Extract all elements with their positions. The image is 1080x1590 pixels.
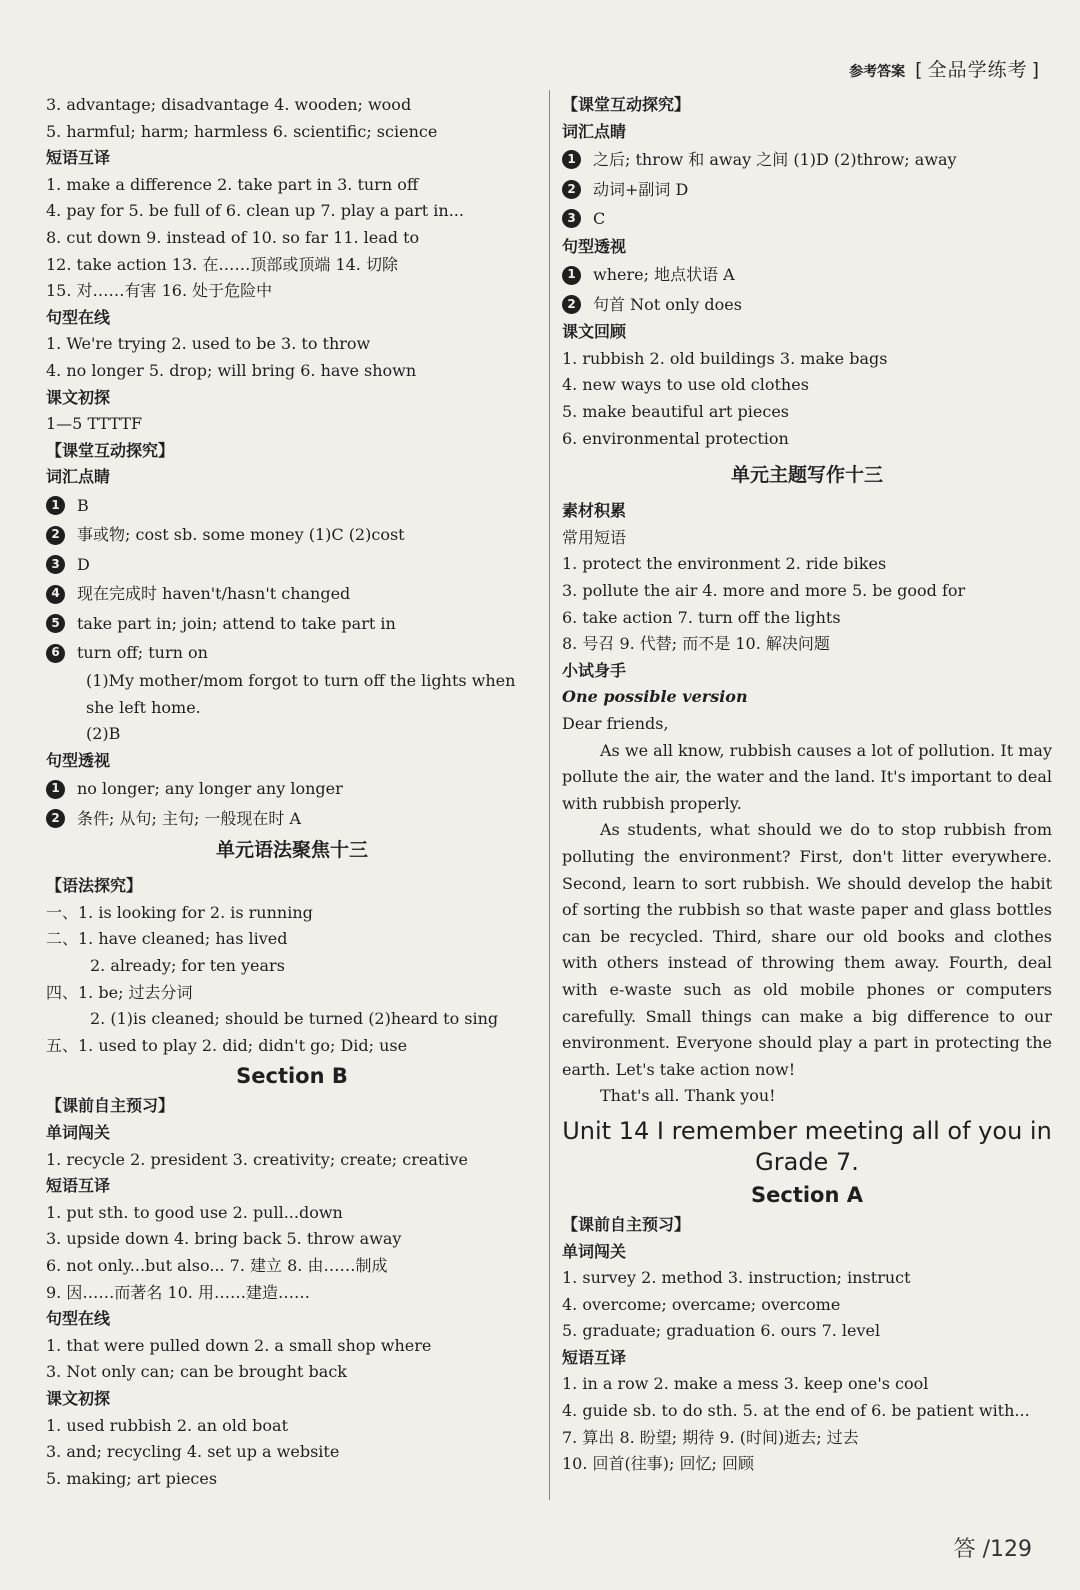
numbered-answer (562, 290, 1052, 320)
section-heading: 句型在线 (46, 307, 111, 327)
answer-line: 7. 算出 8. 盼望; 期待 9. (时间)逝去; 过去 (562, 1427, 859, 1447)
answer-line: 5. making; art pieces (46, 1468, 218, 1488)
answer-line: 1. We're trying 2. used to be 3. to throw (46, 334, 371, 354)
section-heading: 短语互译 (562, 1347, 627, 1367)
answer-line: 5. graduate; graduation 6. ours 7. level (562, 1321, 881, 1341)
answer-line: 1. protect the environment 2. ride bikes (562, 554, 887, 574)
answer-text: C (593, 209, 606, 229)
answer-text: B (77, 495, 89, 515)
answer-line: 12. take action 13. 在……顶部或顶端 14. 切除 (46, 254, 398, 274)
answer-line: 3. pollute the air 4. more and more 5. be good for (562, 581, 966, 601)
answer-line: 1. put sth. to good use 2. pull...down (46, 1202, 343, 1222)
column-divider (549, 90, 550, 1500)
circled-number-icon: 2 (46, 526, 65, 545)
answer-line: 1. used rubbish 2. an old boat (46, 1415, 289, 1435)
numbered-answer (562, 175, 1052, 205)
answer-line: 4. overcome; overcame; overcome (562, 1294, 841, 1314)
answer-line: 8. cut down 9. instead of 10. so far 11. lead to (46, 227, 420, 247)
section-heading: 短语互译 (46, 148, 111, 168)
answer-line: 9. 因……而著名 10. 用……建造…… (46, 1282, 310, 1302)
circled-number-icon: 3 (562, 209, 581, 228)
section-heading: 【课前自主预习】 (46, 1096, 175, 1116)
answer-text: D (77, 554, 90, 574)
answer-line: 6. not only...but also... 7. 建立 8. 由……制成 (46, 1256, 388, 1275)
writing-title: 单元主题写作十三 (730, 464, 883, 487)
answer-line: 5. make beautiful art pieces (562, 402, 790, 422)
page-number: 答 /129 (953, 1537, 1032, 1562)
section-heading: 【课堂互动探究】 (46, 440, 175, 460)
answer-line: 五、1. used to play 2. did; didn't go; Did; use (46, 1035, 408, 1055)
numbered-answer (562, 204, 1052, 234)
answer-line: 4. no longer 5. drop; will bring 6. have shown (46, 360, 417, 380)
circled-number-icon: 5 (46, 614, 65, 633)
answer-line: 8. 号召 9. 代替; 而不是 10. 解决问题 (562, 634, 830, 654)
section-b-title: Section B (236, 1064, 348, 1089)
section-heading: 词汇点睛 (562, 121, 627, 141)
section-heading: 单词闯关 (562, 1241, 627, 1261)
circled-number-icon: 2 (562, 180, 581, 199)
answer-line: 4. new ways to use old clothes (562, 375, 809, 395)
section-heading: 课文初探 (46, 1388, 111, 1408)
answer-text: 事或物; cost sb. some money (1)C (2)cost (77, 525, 405, 545)
circled-number-icon: 1 (562, 150, 581, 169)
grammar-title: 单元语法聚焦十三 (215, 839, 368, 862)
circled-number-icon: 1 (562, 266, 581, 285)
header-brand: [ 全品学练考 ] (915, 55, 1040, 82)
answer-text: 现在完成时 haven't/hasn't changed (77, 584, 351, 604)
section-heading: 短语互译 (46, 1176, 111, 1196)
section-heading: 【课前自主预习】 (562, 1214, 691, 1234)
answer-text: turn off; turn on (77, 643, 208, 663)
answer-line: 3. and; recycling 4. set up a website (46, 1442, 340, 1462)
answer-line: 2. (1)is cleaned; should be turned (2)heard to sing (90, 1009, 499, 1029)
answer-line: 一、1. is looking for 2. is running (46, 902, 313, 922)
sample-essay (562, 711, 1052, 1110)
answer-line: 4. guide sb. to do sth. 5. at the end of 6. be patient with... (562, 1401, 1030, 1421)
answer-line: 6. environmental protection (562, 428, 789, 448)
section-heading: 【语法探究】 (46, 876, 143, 896)
numbered-answer (46, 774, 538, 804)
section-heading: 常用短语 (562, 527, 627, 547)
version-label: One possible version (562, 687, 748, 707)
page-header (849, 55, 1040, 82)
circled-number-icon: 2 (562, 295, 581, 314)
answer-line: 1. that were pulled down 2. a small shop where (46, 1335, 432, 1355)
answer-line: 1—5 TTTTF (46, 414, 143, 434)
numbered-answer (46, 609, 538, 639)
answer-text: 条件; 从句; 主句; 一般现在时 A (77, 808, 302, 828)
section-heading: 【课堂互动探究】 (562, 95, 691, 114)
answer-text: no longer; any longer any longer (77, 779, 343, 799)
answer-line: 4. pay for 5. be full of 6. clean up 7. play a part in... (46, 201, 464, 221)
answer-line: 3. advantage; disadvantage 4. wooden; wood (46, 95, 412, 114)
section-heading: 课文回顾 (562, 322, 627, 342)
numbered-answer (46, 804, 538, 834)
essay-greeting: Dear friends, (562, 714, 669, 733)
answer-line: 1. recycle 2. president 3. creativity; create; creative (46, 1149, 468, 1169)
answer-line: (1)My mother/mom forgot to turn off the lights when (86, 670, 516, 690)
section-heading: 素材积累 (562, 501, 627, 521)
numbered-answer (46, 638, 538, 668)
answer-text: where; 地点状语 A (593, 265, 735, 285)
answer-line: 15. 对……有害 16. 处于危险中 (46, 281, 273, 301)
circled-number-icon: 3 (46, 555, 65, 574)
answer-text: 动词+副词 D (593, 179, 689, 199)
section-heading: 句型在线 (46, 1309, 111, 1329)
answer-line: 5. harmful; harm; harmless 6. scientific; science (46, 121, 438, 141)
answer-line: 二、1. have cleaned; has lived (46, 929, 288, 949)
circled-number-icon: 1 (46, 496, 65, 515)
answer-line: 10. 回首(往事); 回忆; 回顾 (562, 1454, 754, 1474)
numbered-answer (562, 260, 1052, 290)
section-heading: 句型透视 (562, 236, 627, 256)
answer-line: she left home. (86, 697, 201, 717)
answer-line: 3. Not only can; can be brought back (46, 1362, 347, 1382)
essay-paragraph: As students, what should we do to stop rubbish from polluting the environment? First, don't litter everywhere. Second, learn to sort rubbish. We should develop the habit of sorting the rubbish so that waste paper and glass bottles can be recycled. Third, share our old books and clothes with others instead of throwing them away. Fourth, deal with e-waste such as old mobile phones or computers carefully. Small things can make a big difference to our environment. Everyone should play a part in protecting the earth. Let's take action now! (562, 820, 1052, 1079)
answer-text: 句首 Not only does (593, 294, 742, 314)
essay-paragraph: As we all know, rubbish causes a lot of pollution. It may pollute the air, the water and the land. It's important to deal with rubbish properly. (562, 740, 1052, 813)
section-heading: 单词闯关 (46, 1123, 111, 1143)
circled-number-icon: 4 (46, 585, 65, 604)
section-heading: 句型透视 (46, 750, 111, 770)
numbered-answer (46, 520, 538, 550)
answer-text: take part in; join; attend to take part in (77, 613, 396, 633)
numbered-answer (46, 550, 538, 580)
left-column (46, 92, 538, 1492)
answer-line: 四、1. be; 过去分词 (46, 982, 193, 1002)
section-a-title: Section A (751, 1182, 863, 1207)
answer-line: 3. upside down 4. bring back 5. throw away (46, 1229, 402, 1249)
section-heading: 课文初探 (46, 387, 111, 407)
circled-number-icon: 6 (46, 644, 65, 663)
header-ref: 参考答案 (849, 64, 906, 80)
answer-line: 1. rubbish 2. old buildings 3. make bags (562, 348, 888, 368)
right-column (562, 92, 1052, 1478)
circled-number-icon: 2 (46, 809, 65, 828)
answer-line: 2. already; for ten years (90, 956, 285, 976)
section-heading: 小试身手 (562, 660, 627, 680)
numbered-answer (46, 491, 538, 521)
unit-title: Unit 14 I remember meeting all of you in Grade 7. (562, 1116, 1052, 1176)
section-heading: 词汇点睛 (46, 467, 111, 487)
essay-closing: That's all. Thank you! (600, 1086, 776, 1106)
answer-text: 之后; throw 和 away 之间 (1)D (2)throw; away (593, 150, 957, 170)
answer-line: (2)B (86, 724, 121, 744)
answer-line: 6. take action 7. turn off the lights (562, 607, 841, 627)
answer-line: 1. in a row 2. make a mess 3. keep one's cool (562, 1374, 929, 1394)
answer-line: 1. make a difference 2. take part in 3. turn off (46, 174, 419, 194)
circled-number-icon: 1 (46, 780, 65, 799)
answer-line: 1. survey 2. method 3. instruction; instruct (562, 1268, 911, 1288)
numbered-answer (562, 145, 1052, 175)
numbered-answer (46, 579, 538, 609)
